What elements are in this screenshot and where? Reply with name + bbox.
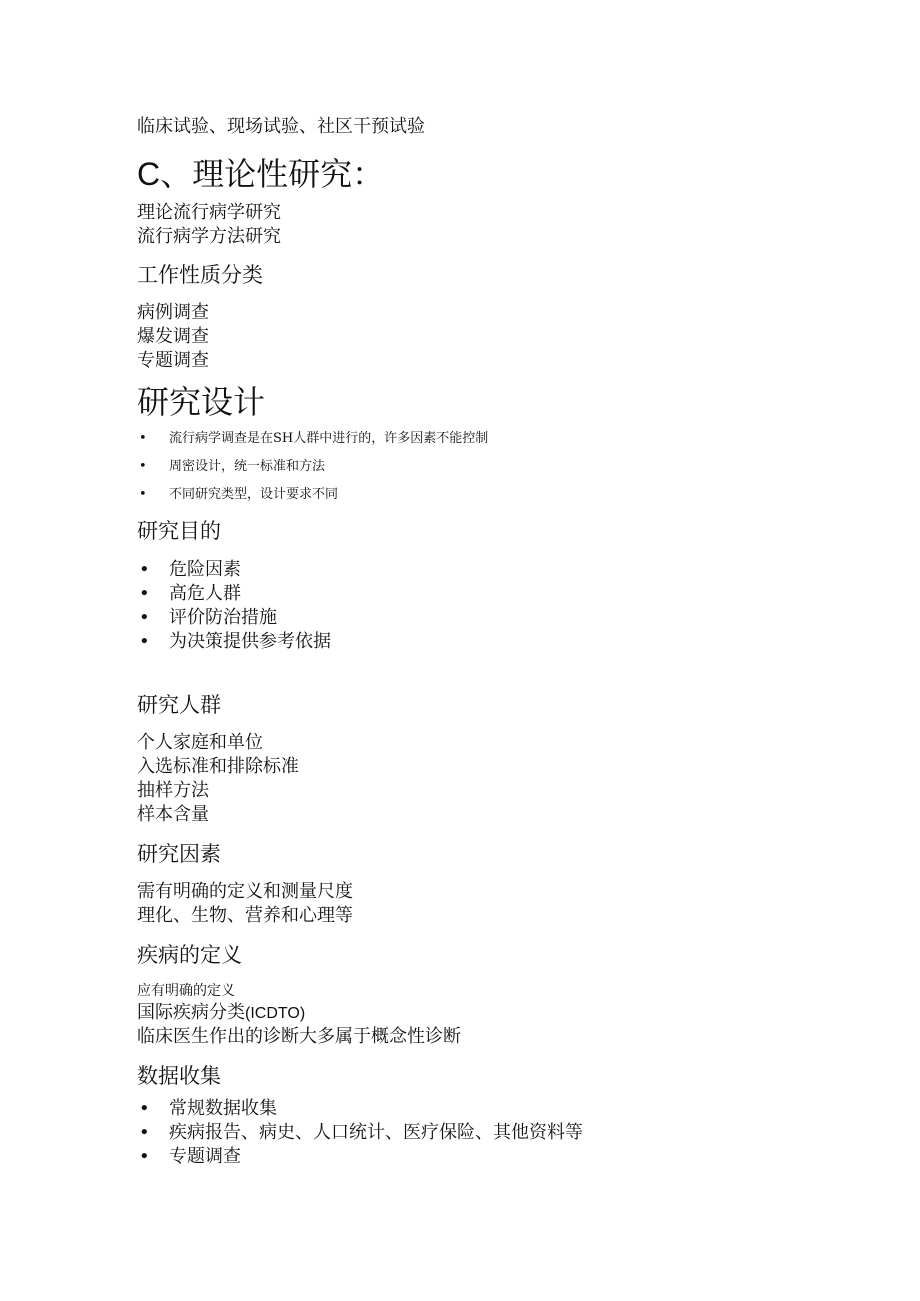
population-item: 个人家庭和单位: [137, 732, 263, 753]
population-item: 抽样方法: [137, 780, 209, 801]
bullet-icon: •: [139, 487, 147, 502]
factors-item: 需有明确的定义和测量尺度: [137, 881, 353, 902]
definition-line: 应有明确的定义: [137, 983, 235, 999]
bullet-icon: •: [139, 1122, 150, 1143]
bullet-icon: •: [139, 607, 150, 628]
bullet-icon: •: [139, 1146, 150, 1167]
factors-item: 理化、生物、营养和心理等: [137, 905, 353, 926]
intro-line: 临床试验、现场试验、社区干预试验: [137, 116, 425, 137]
work-nature-heading: 工作性质分类: [137, 263, 263, 287]
purpose-item-text: 高危人群: [169, 583, 241, 604]
bullet-icon: •: [139, 631, 150, 652]
icd-line-text: 国际疾病分类: [137, 1002, 245, 1023]
bullet-icon: •: [139, 1098, 150, 1119]
purpose-item-text: 危险因素: [169, 559, 241, 580]
bullet-icon: •: [139, 431, 147, 446]
purpose-item-text: 为决策提供参考依据: [169, 631, 331, 652]
collection-item-text: 疾病报告、病史、人口统计、医疗保险、其他资料等: [169, 1122, 583, 1143]
icd-line: [137, 1004, 305, 1022]
work-nature-item: 专题调查: [137, 350, 209, 371]
data-collection-heading: 数据收集: [137, 1064, 221, 1088]
section-c-item: 理论流行病学研究: [137, 202, 281, 223]
section-c-heading: C、理论性研究：: [137, 156, 385, 192]
section-c-item: 流行病学方法研究: [137, 226, 281, 247]
icd-code: (ICDTO): [245, 1005, 306, 1022]
collection-item-text: 常规数据收集: [169, 1098, 277, 1119]
work-nature-item: 爆发调查: [137, 326, 209, 347]
disease-definition-heading: 疾病的定义: [137, 943, 242, 967]
design-item-text: 流行病学调查是在SH人群中进行的，许多因素不能控制: [169, 431, 489, 446]
purpose-item-text: 评价防治措施: [169, 607, 277, 628]
work-nature-item: 病例调查: [137, 302, 209, 323]
research-population-heading: 研究人群: [137, 693, 221, 717]
research-design-heading: 研究设计: [137, 383, 266, 421]
research-factors-heading: 研究因素: [137, 842, 221, 866]
bullet-icon: •: [139, 459, 147, 474]
collection-item-text: 专题调查: [169, 1146, 241, 1167]
population-item: 入选标准和排除标准: [137, 756, 299, 777]
research-purpose-heading: 研究目的: [137, 519, 221, 543]
design-item-text: 不同研究类型，设计要求不同: [169, 487, 339, 502]
bullet-icon: •: [139, 559, 150, 580]
design-item-text: 周密设计，统一标准和方法: [169, 459, 326, 474]
population-item: 样本含量: [137, 804, 209, 825]
bullet-icon: •: [139, 583, 150, 604]
diagnosis-line: 临床医生作出的诊断大多属于概念性诊断: [137, 1026, 461, 1047]
